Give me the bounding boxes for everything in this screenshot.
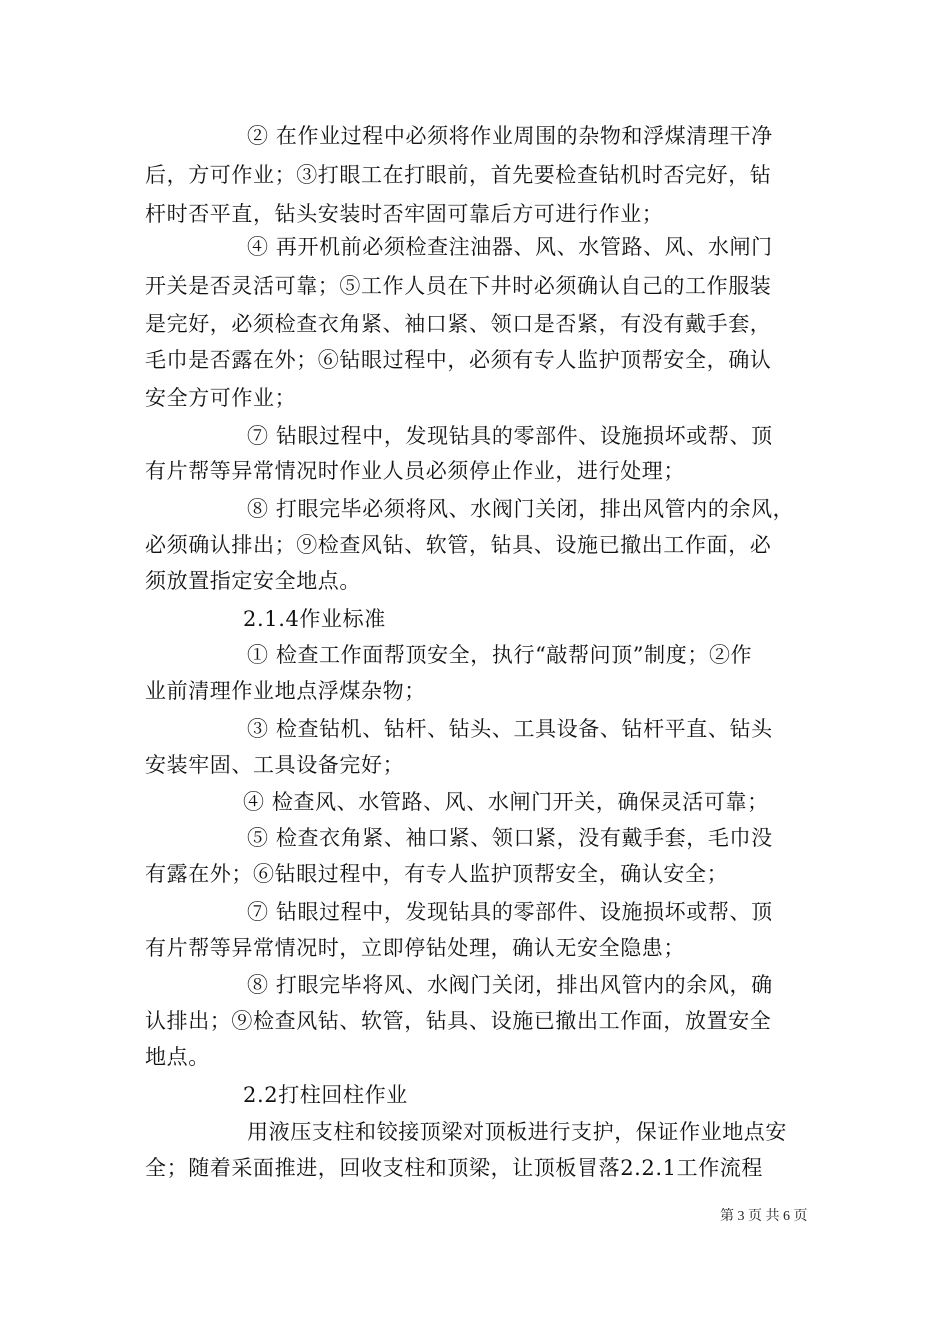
text-line: 有露在外；⑥钻眼过程中，有专人监护顶帮安全，确认安全；	[145, 862, 729, 886]
text-line: 有片帮等异常情况时，立即停钻处理，确认无安全隐患；	[145, 936, 685, 960]
text-line: 有片帮等异常情况时作业人员必须停止作业，进行处理；	[145, 459, 685, 483]
text-line: 安全方可作业；	[145, 386, 297, 410]
text-line: 认排出；⑨检查风钻、软管，钻具、设施已撤出工作面，放置安全	[145, 1009, 772, 1033]
text-line: ⑧ 打眼完毕将风、水阀门关闭，排出风管内的余风，确	[247, 973, 773, 997]
text-line: 后，方可作业；③打眼工在打眼前，首先要检查钻机时否完好，钻	[145, 163, 772, 187]
text-line: ⑦ 钻眼过程中，发现钻具的零部件、设施损坏或帮、顶	[247, 900, 773, 924]
text-line: 安装牢固、工具设备完好；	[145, 753, 405, 777]
text-line: ④ 再开机前必须检查注油器、风、水管路、风、水闸门	[247, 235, 773, 259]
text-line: ① 检查工作面帮顶安全，执行“敲帮问顶”制度；②作	[247, 643, 753, 667]
text-line: 开关是否灵活可靠；⑤工作人员在下井时必须确认自己的工作服装	[145, 274, 772, 298]
text-line: 业前清理作业地点浮煤杂物；	[145, 679, 426, 703]
text-line: ④ 检查风、水管路、风、水闸门开关，确保灵活可靠；	[243, 790, 769, 814]
text-line: ⑦ 钻眼过程中，发现钻具的零部件、设施损坏或帮、顶	[247, 424, 773, 448]
text-line: 杆时否平直，钻头安装时否牢固可靠后方可进行作业；	[145, 202, 664, 226]
text-line: 毛巾是否露在外；⑥钻眼过程中，必须有专人监护顶帮安全，确认	[145, 348, 772, 372]
text-line: 用液压支柱和铰接顶梁对顶板进行支护，保证作业地点安	[247, 1120, 787, 1144]
text-line: 地点。	[145, 1045, 210, 1069]
text-line: ⑤ 检查衣角紧、袖口紧、领口紧，没有戴手套，毛巾没	[247, 826, 773, 850]
text-line: ② 在作业过程中必须将作业周围的杂物和浮煤清理干净	[247, 124, 773, 148]
text-line: ③ 检查钻机、钻杆、钻头、工具设备、钻杆平直、钻头	[247, 717, 773, 741]
text-line: 必须确认排出；⑨检查风钻、软管，钻具、设施已撤出工作面，必	[145, 533, 772, 557]
text-line: ⑧ 打眼完毕必须将风、水阀门关闭，排出风管内的余风，	[247, 497, 795, 521]
text-line: 须放置指定安全地点。	[145, 569, 361, 593]
section-heading: 2.2打柱回柱作业	[243, 1083, 408, 1107]
page-number: 第 3 页 共 6 页	[720, 1209, 808, 1224]
section-heading: 2.1.4作业标准	[243, 607, 386, 631]
text-line: 全；随着采面推进，回收支柱和顶梁，让顶板冒落2.2.1工作流程	[145, 1156, 764, 1180]
text-line: 是完好，必须检查衣角紧、袖口紧、领口是否紧，有没有戴手套，	[145, 312, 772, 336]
